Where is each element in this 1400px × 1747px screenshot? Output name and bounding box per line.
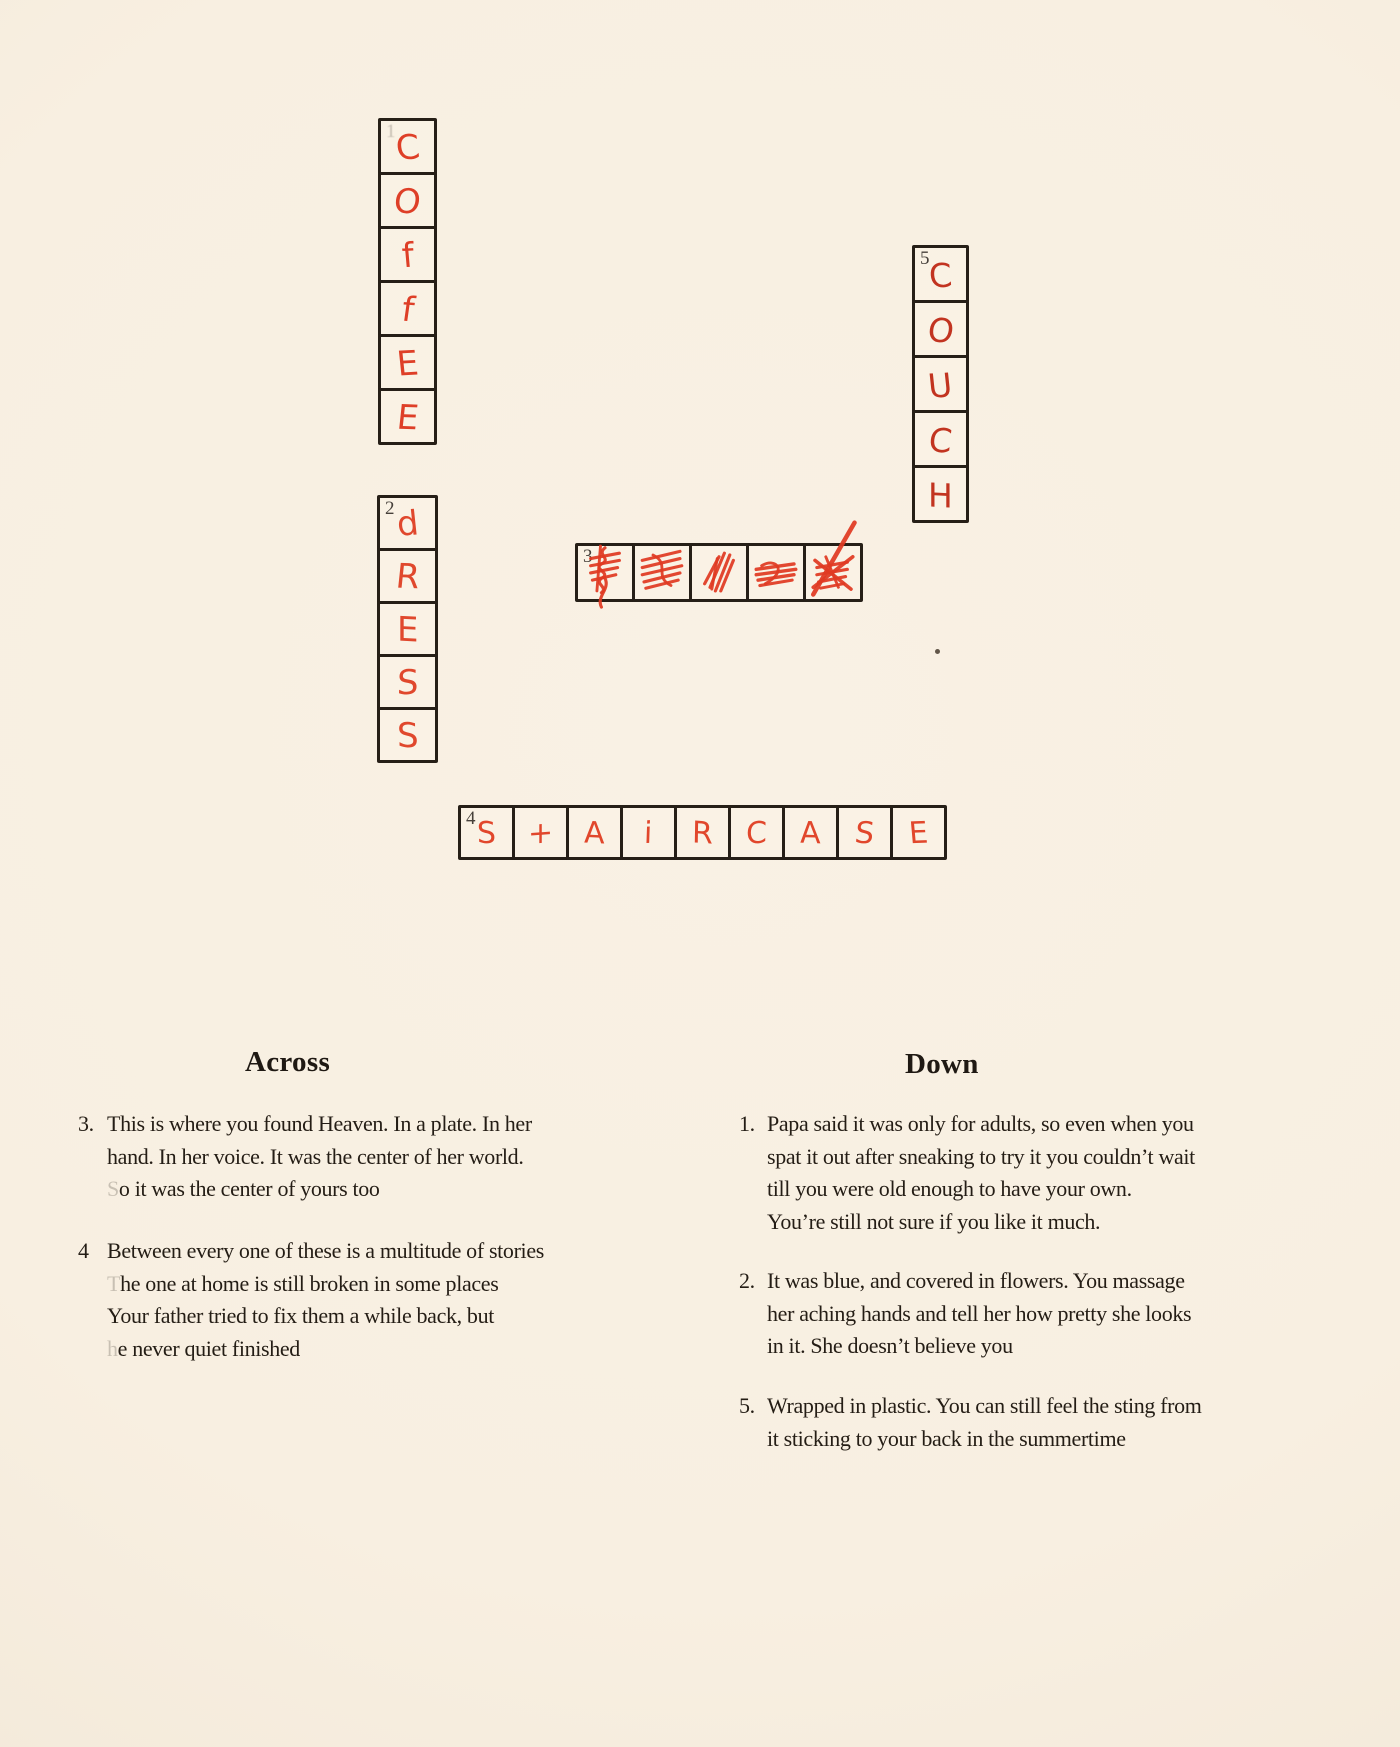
word-down1 [378,118,437,445]
scribble-mark [635,546,689,599]
scribble-mark [692,546,746,599]
clue-number: 2. [739,1268,755,1293]
handwritten-letter: + [527,815,554,852]
clue-line [767,1265,1191,1298]
handwritten-letter: E [907,815,930,852]
clue-line [107,1235,544,1268]
grid-cell-down1-1 [378,172,437,229]
printed-clue-number: 1 [386,121,396,142]
handwritten-letter: O [391,180,424,223]
clue-line-text: it sticking to your back in the summertime [767,1425,1126,1451]
clue-line [107,1333,544,1366]
grid-cell-down5-0 [912,245,969,303]
grid-cell-down5-3 [912,410,969,468]
handwritten-letter: C [393,126,422,169]
clue-number: 5. [739,1393,755,1418]
clue-line-text: hand. In her voice. It was the center of her world. [107,1143,524,1169]
printed-clue-number: 5 [920,248,930,269]
across-clue-3 [78,1108,532,1206]
printed-clue-number: 4 [466,808,476,829]
clue-line [767,1173,1195,1206]
scribble-mark [578,546,632,599]
clue-line-text: her aching hands and tell her how pretty she looks [767,1300,1192,1326]
clue-line [107,1173,532,1206]
grid-cell-down2-1 [377,548,438,604]
handwritten-letter: f [398,289,417,330]
down-clue-1 [739,1108,1195,1238]
handwritten-letter: R [393,556,422,598]
handwritten-letter: E [396,609,419,651]
grid-cell-across3-4 [803,543,863,602]
clue-text [107,1108,532,1206]
down-clue-2 [739,1265,1191,1363]
clue-line [767,1141,1195,1174]
grid-cell-down2-2 [377,601,438,657]
handwritten-letter: U [926,364,955,406]
down-clue-5 [739,1390,1202,1455]
grid-cell-across4-6 [782,805,839,860]
handwritten-letter: S [476,815,497,852]
grid-cell-down1-2 [378,226,437,283]
grid-cell-across4-1 [512,805,569,860]
clue-line [107,1141,532,1174]
grid-cell-across4-0 [458,805,515,860]
clue-line-text: Wrapped in plastic. You can still feel the sting from [767,1393,1202,1418]
clue-line [107,1268,544,1301]
grid-cell-down2-4 [377,707,438,763]
handwritten-letter: A [799,815,822,852]
grid-cell-across4-5 [728,805,785,860]
grid-cell-down1-4 [378,334,437,391]
clue-line-text: spat it out after sneaking to try it you couldn’t wait [767,1143,1195,1169]
clue-line [767,1423,1202,1456]
clue-line-text: This is where you found Heaven. In a plate. In her [107,1111,532,1136]
clue-line-text: You’re still not sure if you like it much. [767,1208,1101,1234]
grid-cell-down5-4 [912,465,969,523]
crossed-out-scribble [806,546,860,599]
grid-cell-across3-3 [746,543,806,602]
handwritten-letter: A [584,815,605,852]
clue-line [107,1300,544,1333]
faded-character: S [107,1176,119,1201]
grid-cell-down2-0 [377,495,438,551]
grid-cell-across4-8 [890,805,947,860]
grid-cell-down5-2 [912,355,969,413]
clue-line-text: e never quiet finished [117,1335,300,1361]
clue-line-text: Your father tried to fix them a while back, but [107,1303,494,1328]
grid-cell-across3-1 [632,543,692,602]
handwritten-letter: f [399,235,416,276]
clue-line-text: It was blue, and covered in flowers. You massage [767,1268,1185,1293]
grid-cell-across3-2 [689,543,749,602]
clue-number: 4 [78,1238,89,1263]
grid-cell-across4-3 [620,805,677,860]
handwritten-letter: E [394,397,421,438]
handwritten-letter: R [691,815,714,852]
clue-number: 1. [739,1111,755,1136]
handwritten-letter: C [926,420,955,460]
clue-line [767,1108,1195,1141]
clue-line-text: he one at home is still broken in some places [120,1270,499,1296]
grid-cell-down1-0 [378,118,437,175]
ink-speck [935,649,940,654]
handwritten-letter: C [745,815,768,852]
clue-text [767,1265,1191,1363]
handwritten-letter: C [927,255,954,295]
handwritten-letter: E [394,343,421,384]
clue-number: 3. [78,1111,94,1136]
printed-clue-number: 2 [385,498,395,519]
grid-cell-across4-4 [674,805,731,860]
clue-line [767,1206,1195,1239]
clue-text [107,1235,544,1365]
clue-line [767,1298,1191,1331]
grid-cell-across3-0 [575,543,635,602]
grid-cell-across4-2 [566,805,623,860]
grid-cell-down5-1 [912,300,969,358]
clue-line [767,1330,1191,1363]
printed-clue-number: 3 [583,546,593,567]
handwritten-letter: S [396,662,419,704]
faded-character: h [107,1335,118,1361]
grid-cell-down1-3 [378,280,437,337]
clue-line-text: in it. She doesn’t believe you [767,1333,1013,1358]
faded-character: T [107,1270,121,1296]
grid-cell-down2-3 [377,654,438,710]
handwritten-letter: O [924,309,957,351]
handwritten-letter: H [928,474,953,516]
clue-line-text: till you were old enough to have your own. [767,1176,1132,1201]
handwritten-letter: d [394,503,421,545]
handwritten-letter: S [396,715,419,757]
clue-text [767,1108,1195,1238]
scribble-mark [749,546,803,599]
grid-cell-down1-5 [378,388,437,445]
word-across4 [458,805,947,860]
word-across3 [575,543,863,602]
down-heading: Down [905,1048,979,1080]
word-down2 [377,495,438,763]
word-down5 [912,245,969,523]
clue-line-text: Between every one of these is a multitude of stories [107,1238,544,1263]
across-clue-4 [78,1235,544,1365]
clue-line [767,1390,1202,1423]
clue-text [767,1390,1202,1455]
handwritten-letter: S [852,815,877,852]
clue-line [107,1108,532,1141]
clue-line-text: o it was the center of yours too [118,1176,380,1201]
clue-line-text: Papa said it was only for adults, so even when you [767,1111,1194,1136]
across-heading: Across [245,1046,331,1078]
grid-cell-across4-7 [836,805,893,860]
handwritten-letter: i [643,815,654,852]
